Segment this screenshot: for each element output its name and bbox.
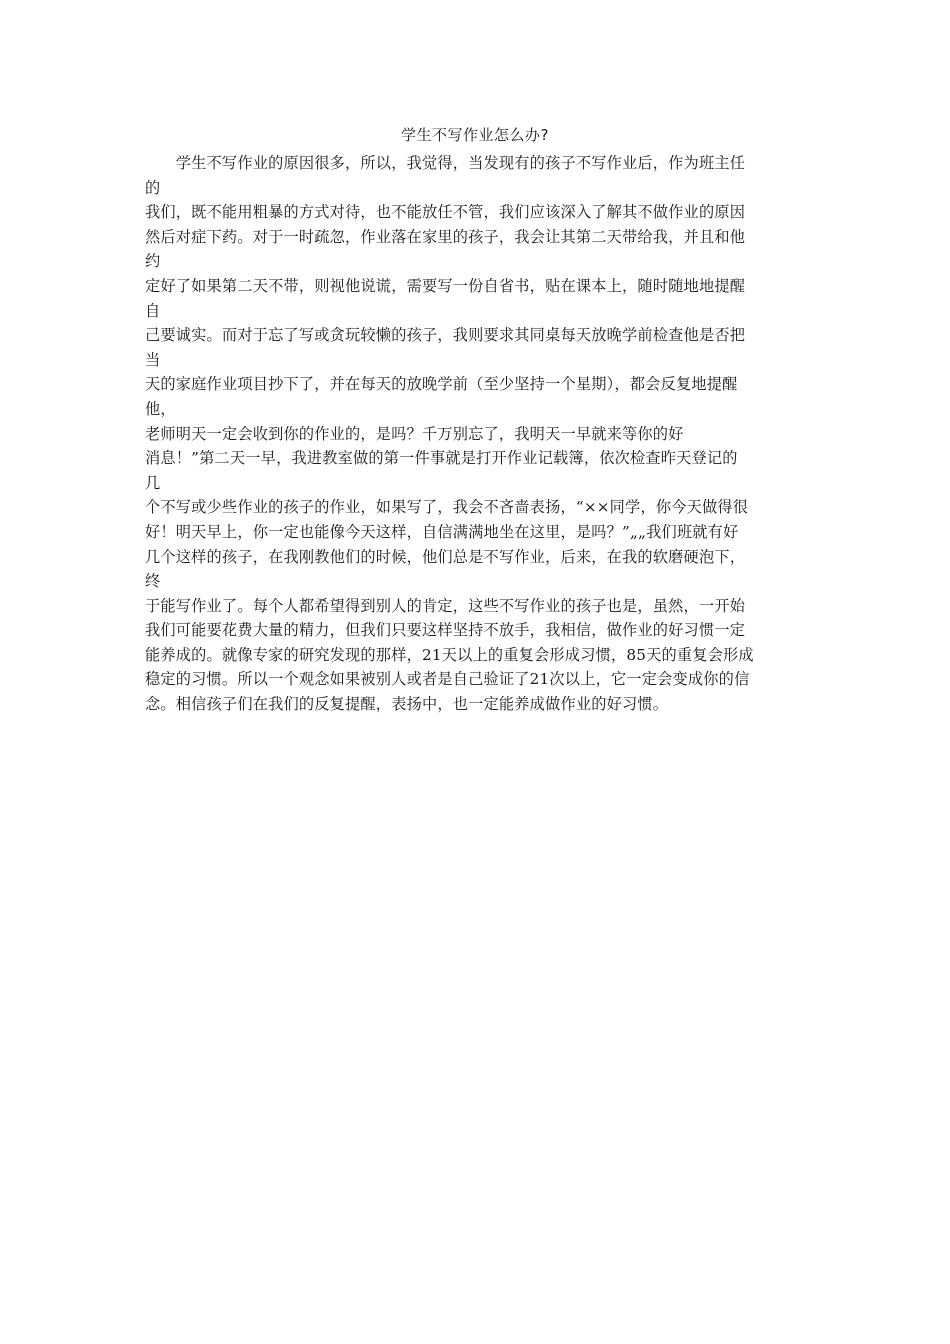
text-line: 学生不写作业的原因很多，所以，我觉得，当发现有的孩子不写作业后，作为班主任 [145,154,746,172]
text-line: 个不写或少些作业的孩子的作业，如果写了，我会不吝啬表扬，“××同学，你今天做得很 [145,498,749,517]
text-line: 念。相信孩子们在我们的反复提醒，表扬中，也一定能养成做作业的好习惯。 [145,695,669,714]
text-line: 稳定的习惯。所以一个观念如果被别人或者是自己验证了21次以上，它一定会变成你的信 [145,670,750,689]
text-line: 然后对症下药。对于一时疏忽，作业落在家里的孩子，我会让其第二天带给我，并且和他 [145,227,746,246]
document-title: 学生不写作业怎么办? [401,126,549,144]
text-line: 几 [145,473,161,492]
text-line: 能养成的。就像专家的研究发现的那样，21天以上的重复会形成习惯，85天的重复会形成 [145,645,754,664]
text-line: 的 [145,178,161,197]
text-line: 我们可能要花费大量的精力，但我们只要这样坚持不放手，我相信，做作业的好习惯一定 [145,621,746,640]
text-line: 我们，既不能用粗暴的方式对待，也不能放任不管，我们应该深入了解其不做作业的原因 [145,203,746,222]
text-line: 终 [145,572,161,591]
text-line: 定好了如果第二天不带，则视他说谎，需要写一份自省书，贴在课本上，随时随地地提醒 [145,276,746,295]
document-body [145,151,815,717]
text-line: 好！明天早上，你一定也能像今天这样，自信满满地坐在这里，是吗？”„„我们班就有好 [145,522,739,541]
text-line: 自 [145,301,161,320]
text-line: 于能写作业了。每个人都希望得到别人的肯定，这些不写作业的孩子也是，虽然，一开始 [145,596,746,615]
text-line: 天的家庭作业项目抄下了，并在每天的放晚学前（至少坚持一个星期），都会反复地提醒 [145,375,738,394]
text-line: 他， [145,399,176,418]
text-line: 消息！”第二天一早，我进教室做的第一件事就是打开作业记载簿，依次检查昨天登记的 [145,449,738,468]
text-line: 约 [145,252,161,271]
text-line: 当 [145,350,161,369]
text-line: 几个这样的孩子，在我刚教他们的时候，他们总是不写作业，后来，在我的软磨硬泡下， [145,547,746,566]
text-line: 老师明天一定会收到你的作业的，是吗？千万别忘了，我明天一早就来等你的好 [145,424,684,443]
text-line: 己要诚实。而对于忘了写或贪玩较懒的孩子，我则要求其同桌每天放晚学前检查他是否把 [145,326,746,345]
